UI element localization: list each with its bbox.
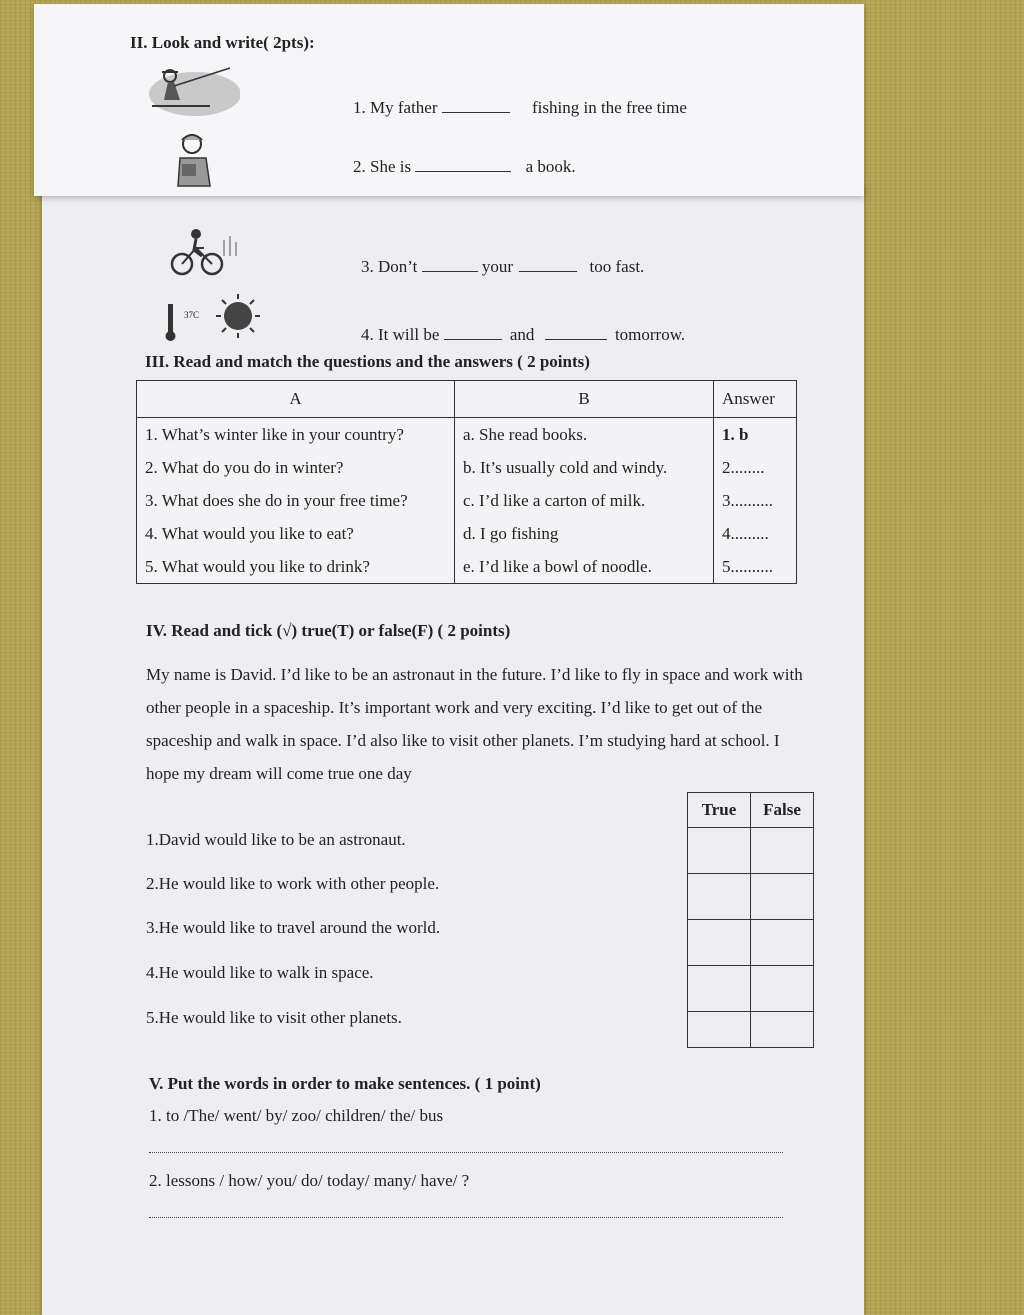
answer-option-cell: b. It’s usually cold and windy. (455, 451, 714, 484)
header-false: False (751, 793, 814, 828)
girl-reading-icon (172, 130, 222, 190)
statement-2: 2.He would like to work with other people. (146, 874, 440, 893)
statement-4: 4.He would like to walk in space. (146, 963, 374, 982)
false-checkbox[interactable] (751, 828, 814, 874)
answer-option-cell: d. I go fishing (455, 517, 714, 550)
blank-4b[interactable] (545, 325, 607, 340)
blank-3a[interactable] (422, 257, 478, 272)
answer-option-cell: c. I’d like a carton of milk. (455, 484, 714, 517)
answer-cell[interactable]: 3.......... (714, 484, 797, 517)
thermometer-label: 37C (184, 310, 200, 320)
answer-cell[interactable]: 1. b (714, 418, 797, 452)
header-a: A (137, 381, 455, 418)
blank-1[interactable] (442, 98, 510, 113)
item-2 (353, 157, 576, 177)
true-checkbox[interactable] (688, 966, 751, 1012)
match-table (136, 380, 797, 584)
false-checkbox[interactable] (751, 874, 814, 920)
item-1 (353, 98, 687, 118)
blank-3b[interactable] (519, 257, 577, 272)
fisherman-icon (140, 62, 240, 117)
answer-line-1[interactable] (149, 1152, 783, 1153)
answer-cell[interactable]: 4......... (714, 517, 797, 550)
false-checkbox[interactable] (751, 966, 814, 1012)
answer-line-2[interactable] (149, 1217, 783, 1218)
item-3-mid: your (481, 257, 514, 276)
header-b: B (455, 381, 714, 418)
reading-passage: My name is David. I’d like to be an astronaut in the future. I’d like to fly in space and work with other people in a spaceship. It’s important work and very exciting. I’d like to get out of the spaceship and walk in space. I’d also like to visit other planets. I’m studying hard at school. I hope my dream will come true one day (146, 665, 803, 783)
thermometer-sun-icon (160, 292, 272, 344)
false-checkbox[interactable] (751, 920, 814, 966)
true-false-table (687, 792, 814, 1048)
item-1-end: fishing in the free time (532, 98, 687, 117)
section-5-title: V. Put the words in order to make sentences. ( 1 point) (149, 1074, 541, 1093)
item-4-end: tomorrow. (614, 325, 686, 344)
statement-5: 5.He would like to visit other planets. (146, 1008, 402, 1027)
reorder-item-2: 2. lessons / how/ you/ do/ today/ many/ have/ ? (149, 1171, 470, 1190)
statement-3: 3.He would like to travel around the world. (146, 918, 441, 937)
item-3 (361, 257, 644, 277)
reorder-item-1: 1. to /The/ went/ by/ zoo/ children/ the/ bus (149, 1106, 444, 1125)
item-4-start: 4. It will be (361, 325, 440, 344)
blank-4a[interactable] (444, 325, 502, 340)
section-3-title: III. Read and match the questions and the answers ( 2 points) (145, 352, 590, 371)
item-4 (361, 325, 685, 345)
blank-2[interactable] (415, 157, 511, 172)
question-cell: 2. What do you do in winter? (137, 451, 455, 484)
item-4-mid: and (509, 325, 535, 344)
header-true: True (688, 793, 751, 828)
item-2-start: 2. She is (353, 157, 412, 176)
question-cell: 3. What does she do in your free time? (137, 484, 455, 517)
true-checkbox[interactable] (688, 874, 751, 920)
item-3-end: too fast. (589, 257, 645, 276)
answer-option-cell: a. She read books. (455, 418, 714, 452)
cyclist-icon (160, 226, 240, 278)
item-2-end: a book. (525, 157, 576, 176)
question-cell: 5. What would you like to drink? (137, 550, 455, 584)
answer-cell[interactable]: 2........ (714, 451, 797, 484)
true-checkbox[interactable] (688, 828, 751, 874)
false-checkbox[interactable] (751, 1012, 814, 1048)
section-2-title: II. Look and write( 2pts): (130, 33, 315, 52)
question-cell: 1. What’s winter like in your country? (137, 418, 455, 452)
item-1-start: 1. My father (353, 98, 438, 117)
answer-cell[interactable]: 5.......... (714, 550, 797, 584)
question-cell: 4. What would you like to eat? (137, 517, 455, 550)
true-checkbox[interactable] (688, 920, 751, 966)
answer-option-cell: e. I’d like a bowl of noodle. (455, 550, 714, 584)
statement-1: 1.David would like to be an astronaut. (146, 830, 406, 849)
header-answer: Answer (714, 381, 797, 418)
true-checkbox[interactable] (688, 1012, 751, 1048)
item-3-start: 3. Don’t (361, 257, 418, 276)
section-4-title: IV. Read and tick (√) true(T) or false(F) ( 2 points) (146, 621, 511, 640)
